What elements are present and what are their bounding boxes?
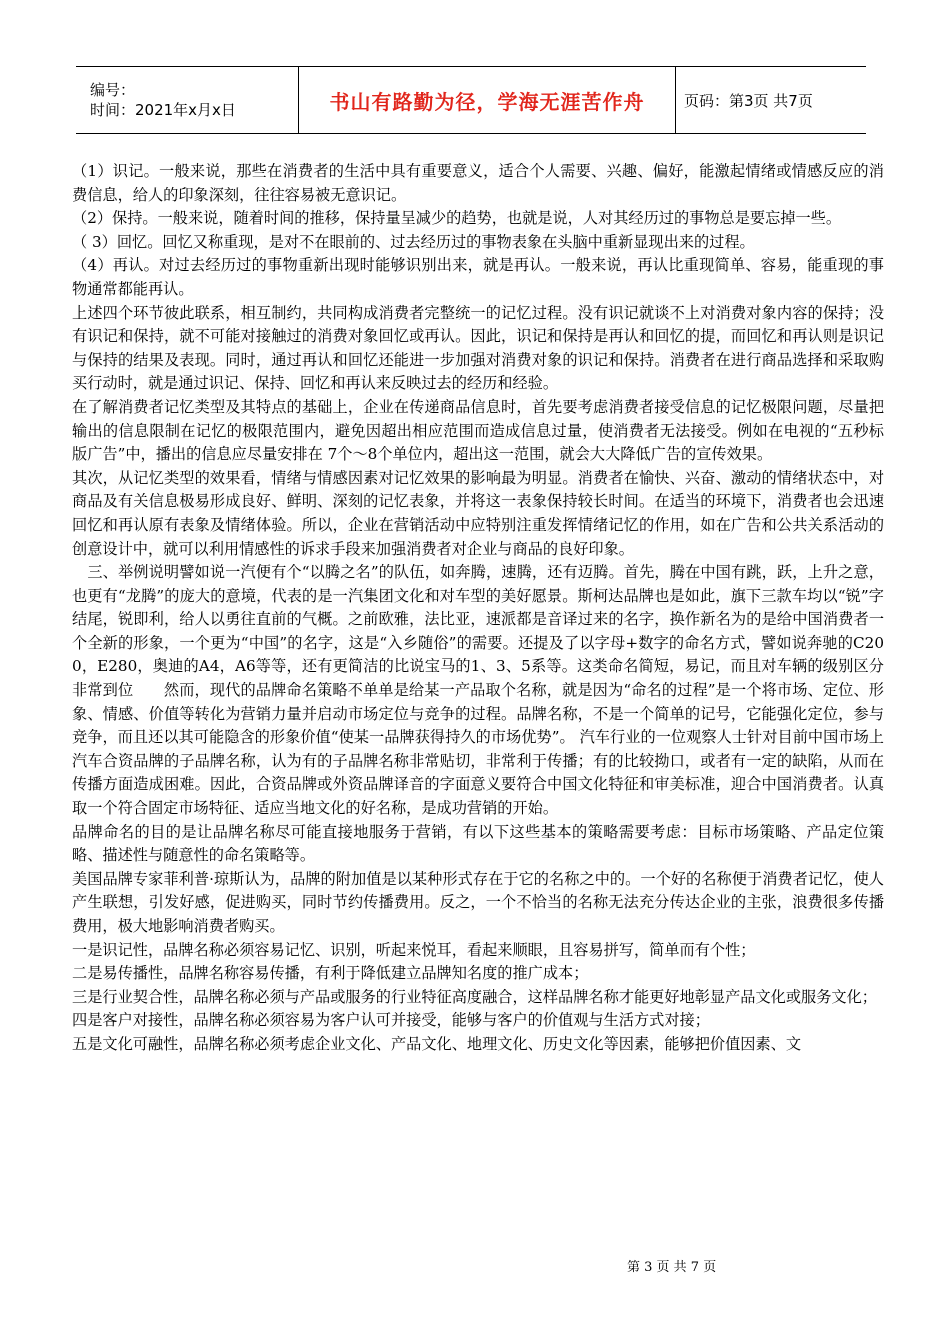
- paragraph: 三是行业契合性，品牌名称必须与产品或服务的行业特征高度融合，这样品牌名称才能更好地彰显产品文化或服务文化；: [72, 987, 877, 1006]
- paragraph: 在了解消费者记忆类型及其特点的基础上，企业在传递商品信息时，首先要考虑消费者接受信息的记忆极限问题，尽量把输出的信息限制在记忆的极限范围内，避免因超出相应范围而造成信息过量，使消费者无法接受。例如在电视的“五秒标版广告”中，播出的信息应尽量安排在 7个～8个单位内，超出这一范围，就会大大降低广告的宣传效果。: [72, 397, 884, 464]
- document-body: [72, 160, 884, 1057]
- paragraph: 上述四个环节彼此联系，相互制约，共同构成消费者完整统一的记忆过程。没有识记就谈不上对消费对象内容的保持；没有识记和保持，就不可能对接触过的消费对象回忆或再认。因此，识记和保持是再认和回忆的提，而回忆和再认则是识记与保持的结果及表现。同时，通过再认和回忆还能进一步加强对消费对象的识记和保持。消费者在进行商品选择和采取购买行动时，就是通过识记、保持、回忆和再认来反映过去的经历和经验。: [72, 303, 884, 393]
- paragraph: （1）识记。一般来说，那些在消费者的生活中具有重要意义，适合个人需要、兴趣、偏好，能激起情绪或情感反应的消费信息，给人的印象深刻，往往容易被无意识记。: [72, 162, 884, 204]
- paragraph: （4）再认。对过去经历过的事物重新出现时能够识别出来，就是再认。一般来说，再认比重现简单、容易，能重现的事物通常都能再认。: [72, 256, 884, 298]
- paragraph: （ 3）回忆。回忆又称重现，是对不在眼前的、过去经历过的事物表象在头脑中重新显现出来的过程。: [72, 232, 755, 251]
- header-page-info: 页码：第3页 共7页: [676, 67, 867, 134]
- paragraph: 品牌命名的目的是让品牌名称尽可能直接地服务于营销，有以下这些基本的策略需要考虑：目标市场策略、产品定位策略、描述性与随意性的命名策略等。: [72, 822, 884, 865]
- paragraph: （2）保持。一般来说，随着时间的推移，保持量呈减少的趋势，也就是说，人对其经历过的事物总是要忘掉一些。: [72, 209, 842, 228]
- paragraph: 四是客户对接性，品牌名称必须容易为客户认可并接受，能够与客户的价值观与生活方式对接；: [72, 1011, 710, 1030]
- document-number-label: 编号：: [90, 81, 136, 99]
- paragraph: 五是文化可融性，品牌名称必须考虑企业文化、产品文化、地理文化、历史文化等因素，能够把价值因素、文: [72, 1034, 801, 1053]
- page-header: [76, 66, 866, 134]
- paragraph: 一是识记性，品牌名称必须容易记忆、识别，听起来悦耳，看起来顺眼，且容易拼写，简单而有个性；: [72, 940, 756, 959]
- paragraph: 其次，从记忆类型的效果看，情绪与情感因素对记忆效果的影响最为明显。消费者在愉快、兴奋、激动的情绪状态中，对商品及有关信息极易形成良好、鲜明、深刻的记忆表象，并将这一表象保持较长时间。在适当的环境下，消费者也会迅速回忆和再认原有表象及情绪体验。所以，企业在营销活动中应特别注重发挥情绪记忆的作用，如在广告和公共关系活动的创意设计中，就可以利用情感性的诉求手段来加强消费者对企业与商品的良好印象。: [72, 468, 884, 558]
- page-footer: 第 3 页 共 7 页: [627, 1260, 717, 1275]
- document-time-label: 时间：2021年x月x日: [90, 101, 236, 119]
- paragraph: 二是易传播性，品牌名称容易传播，有利于降低建立品牌知名度的推广成本；: [72, 964, 589, 983]
- header-motto-cell: [299, 67, 676, 134]
- header-motto: 书山有路勤为径，学海无涯苦作舟: [329, 89, 645, 114]
- paragraph: 三、举例说明譬如说一汽便有个“以腾之名”的队伍，如奔腾，速腾，还有迈腾。首先，腾在中国有跳，跃，上升之意，也更有“龙腾”的庞大的意境，代表的是一汽集团文化和对车型的美好愿景。斯柯达品牌也是如此，旗下三款车均以“锐”字结尾，锐即利，给人以勇往直前的气概。之前欧雅，法比亚，速派都是音译过来的名字，换作新名为的是给中国消费者一个全新的形象，一个更为“中国”的名字，这是“入乡随俗”的需要。还提及了以字母+数字的命名方式，譬如说奔驰的C200，E280，奥迪的A4，A6等等，还有更简洁的比说宝马的1、3、5系等。这类命名简短，易记，而且对车辆的级别区分非常到位 然而，现代的品牌命名策略不单单是给某一产品取个名称，就是因为“命名的过程”是一个将市场、定位、形象、情感、价值等转化为营销力量并启动市场定位与竞争的过程。品牌名称，不是一个简单的记号，它能强化定位，参与竞争，而且还以其可能隐含的形象价值“使某一品牌获得持久的市场优势”。 汽车行业的一位观察人士针对目前中国市场上汽车合资品牌的子品牌名称，认为有的子品牌名称非常贴切，非常利于传播；有的比较拗口，或者有一定的缺陷，从而在传播方面造成困难。因此，合资品牌或外资品牌译音的字面意义要符合中国文化特征和审美标准，迎合中国消费者。认真取一个符合固定市场特征、适应当地文化的好名称，是成功营销的开始。: [72, 563, 884, 818]
- paragraph: 美国品牌专家菲利普·琼斯认为，品牌的附加值是以某种形式存在于它的名称之中的。一个好的名称便于消费者记忆，使人产生联想，引发好感，促进购买，同时节约传播费用。反之，一个不恰当的名称无法充分传达企业的主张，浪费很多传播费用，极大地影响消费者购买。: [72, 869, 884, 935]
- header-meta-cell: [76, 67, 299, 134]
